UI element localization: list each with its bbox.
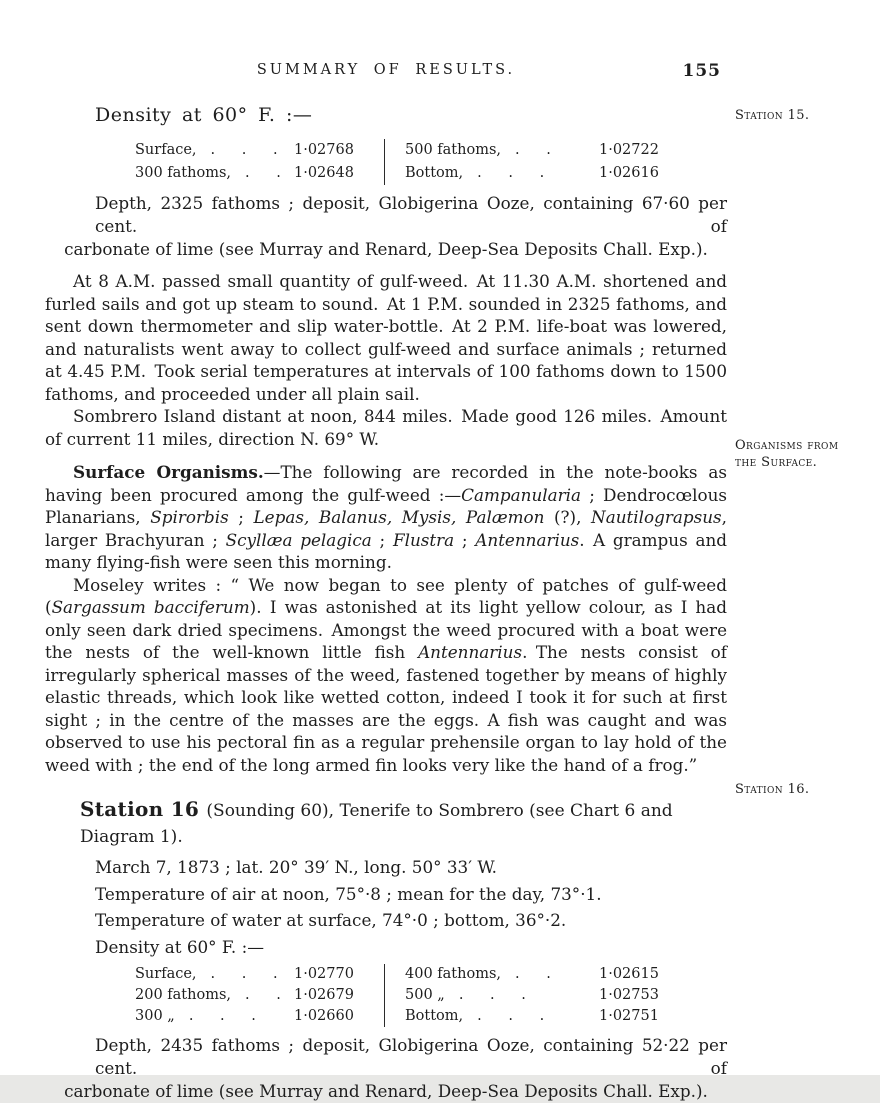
depth-line: carbonate of lime (see Murray and Renard, Deep-Sea Deposits Chall. Exp.). xyxy=(64,1081,708,1101)
depth-line: Depth, 2325 fathoms ; deposit, Globigerina Ooze, containing 67·60 per cent. of xyxy=(95,193,727,236)
table-cell-value: 1·02660 xyxy=(294,1008,354,1024)
density-table-station-16 xyxy=(135,964,675,1027)
log-paragraph: At 8 A.M. passed small quantity of gulf-weed. At 11.30 A.M. shortened and furled sails and got up steam to sound. At 1 P.M. sounded in 2325 fathoms, and sent down thermometer and slip water-bottle. At 2 P.M. life-boat was lowered, and naturalists went away to collect gulf-weed and surface animals ; returned at 4.45 P.M. Took serial temperatures at intervals of 100 fathoms down to 1500 fathoms, and proceeded under all plain sail. xyxy=(45,271,727,404)
table-cell-label: 400 fathoms, xyxy=(405,966,501,982)
density-heading-station-15: Density at 60° F. :— xyxy=(95,104,313,126)
table-cell-label: 500 „ xyxy=(405,987,445,1003)
table-cell-value: 1·02722 xyxy=(599,142,659,158)
table-row xyxy=(135,162,675,185)
table-row xyxy=(135,964,675,985)
density-heading-station-16: Density at 60° F. :— xyxy=(95,936,265,957)
station-16-heading: Station 16 (Sounding 60), Tenerife to Sombrero (see Chart 6 and Diagram 1). xyxy=(80,797,673,847)
table-cell-label: Surface, xyxy=(135,966,197,982)
detail-line-date-position: March 7, 1873 ; lat. 20° 39′ N., long. 50° 33′ W. xyxy=(95,857,498,877)
dot-leaders: . . . xyxy=(210,966,278,982)
text-column xyxy=(45,0,727,1103)
table-cell-value: 1·02679 xyxy=(294,987,354,1003)
dot-leaders: . . . xyxy=(477,1008,545,1024)
sombrero-paragraph: Sombrero Island distant at noon, 844 miles. Made good 126 miles. Amount of current 11 miles, direction N. 69° W. xyxy=(45,406,727,449)
table-row xyxy=(135,1006,675,1027)
margin-note-station-16: Station 16. xyxy=(735,782,810,797)
depth-line: carbonate of lime (see Murray and Renard, Deep-Sea Deposits Chall. Exp.). xyxy=(64,239,708,259)
table-cell-label: 200 fathoms, xyxy=(135,987,231,1003)
margin-note-organisms-from-surface: Organisms from the Surface. xyxy=(735,438,839,470)
running-head-title: SUMMARY OF RESULTS. xyxy=(256,62,516,78)
dot-leaders: . . xyxy=(245,165,281,181)
table-cell-value: 1·02768 xyxy=(294,142,354,158)
depth-note-station-16 xyxy=(45,1034,727,1103)
table-cell-label: Surface, xyxy=(135,142,197,158)
dot-leaders: . . . xyxy=(210,142,278,158)
table-cell-label: 300 fathoms, xyxy=(135,165,231,181)
table-cell-label: Bottom, xyxy=(405,165,464,181)
dot-leaders: . . xyxy=(245,987,281,1003)
table-cell-value: 1·02753 xyxy=(599,987,659,1003)
table-cell-value: 1·02648 xyxy=(294,165,354,181)
margin-note-station-15: Station 15. xyxy=(735,108,810,123)
table-cell-label: 500 fathoms, xyxy=(405,142,501,158)
table-cell-value: 1·02616 xyxy=(599,165,659,181)
station-16-details xyxy=(45,854,727,960)
table-cell-value: 1·02770 xyxy=(294,966,354,982)
table-cell-label: Bottom, xyxy=(405,1008,464,1024)
dot-leaders: . . . xyxy=(458,987,526,1003)
detail-line-air-temperature: Temperature of air at noon, 75°·8 ; mean for the day, 73°·1. xyxy=(95,883,602,904)
dot-leaders: . . xyxy=(515,966,551,982)
detail-line-water-temperature: Temperature of water at surface, 74°·0 ; bottom, 36°·2. xyxy=(95,910,567,930)
table-cell-value: 1·02615 xyxy=(599,966,659,982)
dot-leaders: . . . xyxy=(188,1008,256,1024)
table-cell-label: 300 „ xyxy=(135,1008,175,1024)
table-row xyxy=(135,985,675,1006)
dot-leaders: . . xyxy=(515,142,551,158)
density-table-station-15 xyxy=(135,139,675,185)
page-number: 155 xyxy=(682,61,721,81)
table-cell-value: 1·02751 xyxy=(599,1008,659,1024)
depth-line: Depth, 2435 fathoms ; deposit, Globigerina Ooze, containing 52·22 per cent. of xyxy=(95,1035,727,1078)
table-row xyxy=(135,139,675,162)
depth-note-station-15 xyxy=(45,192,727,261)
dot-leaders: . . . xyxy=(477,165,545,181)
running-head xyxy=(45,62,727,84)
surface-organisms-paragraph: Surface Organisms.—The following are recorded in the note-books as having been procured among the gulf-weed :—Campanularia ; Dendrocœlous Planarians, Spirorbis ; Lepas, Balanus, Mysis, Palæmon (?), Nautilograpsus, larger Brachyuran ; Scyllæa pelagica ; Flustra ; Antennarius. A grampus and many flying-fish were seen this morning. xyxy=(45,462,728,572)
moseley-quote-paragraph: Moseley writes : “ We now began to see plenty of patches of gulf-weed (Sargassum bacciferum). I was astonished at its light yellow colour, as I had only seen dark dried specimens. Amongst the weed procured with a boat were the nests of the well-known little fish Antennarius. The nests consist of irregularly spherical masses of the weed, fastened together by means of highly elastic threads, which look like wetted cotton, indeed I took it for such at first sight ; in the centre of the masses are the eggs. A fish was caught and was observed to use his pectoral fin as a regular prehensile organ to lay hold of the weed with ; the end of the long armed fin looks very like the hand of a frog.” xyxy=(45,574,727,775)
